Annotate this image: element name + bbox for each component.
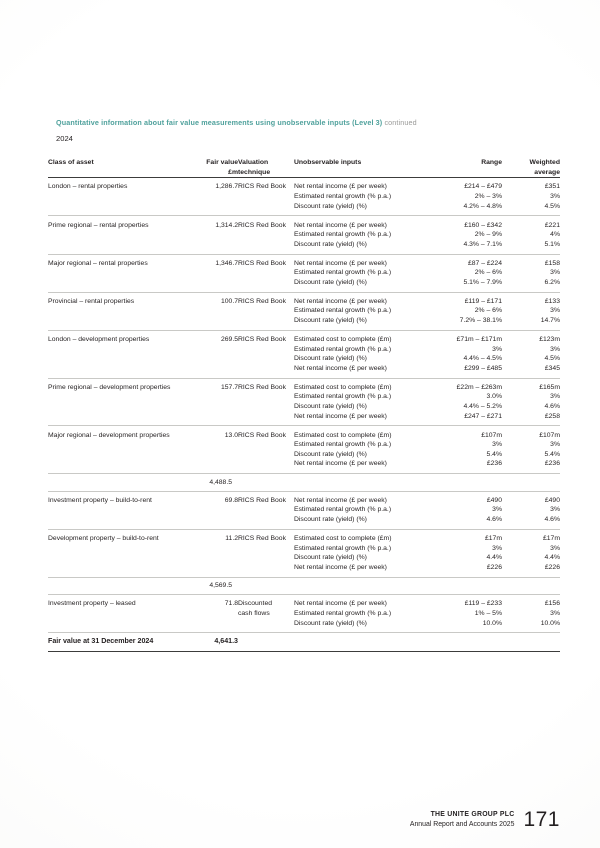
table-header (48, 158, 560, 178)
cell-range (434, 292, 502, 330)
cell-line: 10.0% (540, 619, 560, 627)
cell-line: RICS Red Book (238, 221, 286, 229)
cell-line: Net rental income (£ per week) (294, 460, 387, 468)
cell-line: £133 (544, 297, 560, 305)
col-header-range: Range (434, 158, 502, 178)
cell-line: Discount rate (yield) (%) (294, 278, 367, 286)
cell-line: Estimated rental growth (% p.a.) (294, 441, 392, 449)
cell-class-of-asset: Prime regional – rental properties (48, 216, 190, 254)
section-heading-main: Quantitative information about fair value measurements using unobservable inputs (Level 3) (56, 118, 383, 127)
cell-total-value: 4,641.3 (190, 633, 238, 652)
table-row (48, 330, 560, 378)
cell-fair-value: 69.8 (190, 491, 238, 529)
cell-line: £158 (544, 259, 560, 267)
cell-total-label: Fair value at 31 December 2024 (48, 633, 190, 652)
cell-line: 4.5% (544, 202, 560, 210)
cell-class-of-asset: Investment property – build-to-rent (48, 491, 190, 529)
cell-line: RICS Red Book (238, 496, 286, 504)
cell-weighted-average (502, 595, 560, 633)
cell-line: 2% – 6% (474, 307, 502, 315)
cell-line: 4.4% – 4.5% (463, 355, 502, 363)
cell-line: £107m (539, 431, 560, 439)
table-row (48, 595, 560, 633)
cell-fair-value: 1,286.7 (190, 178, 238, 216)
cell-line: 14.7% (540, 317, 560, 325)
cell-fair-value: 11.2 (190, 529, 238, 577)
cell-line: 3% (550, 307, 560, 315)
col-header-fair-value-line2: £m (228, 168, 238, 176)
cell-line: Estimated cost to complete (£m) (294, 383, 392, 391)
cell-class-of-asset: Prime regional – development properties (48, 378, 190, 426)
cell-empty (434, 474, 502, 492)
cell-range (434, 216, 502, 254)
col-header-fair-value-line1: Fair value (206, 159, 238, 166)
cell-line: RICS Red Book (238, 534, 286, 542)
cell-line: Discount rate (yield) (%) (294, 317, 367, 325)
cell-line: Estimated rental growth (% p.a.) (294, 307, 392, 315)
cell-unobservable-inputs (294, 529, 434, 577)
cell-weighted-average (502, 378, 560, 426)
page-content (48, 118, 560, 652)
col-header-valuation-line1: Valuation (238, 159, 269, 166)
table-body (48, 178, 560, 652)
cell-line: RICS Red Book (238, 336, 286, 343)
cell-line: RICS Red Book (238, 383, 286, 391)
cell-line: 1% – 5% (474, 609, 502, 617)
cell-weighted-average (502, 292, 560, 330)
cell-fair-value: 13.0 (190, 426, 238, 474)
cell-weighted-average (502, 330, 560, 378)
cell-line: £214 – £479 (464, 183, 502, 191)
cell-line: Net rental income (£ per week) (294, 259, 387, 267)
cell-line: 7.2% – 38.1% (459, 317, 502, 325)
cell-empty (434, 633, 502, 652)
cell-line: 3% (492, 506, 502, 514)
cell-line: 3% (550, 269, 560, 277)
table-row (48, 426, 560, 474)
cell-line: Discount rate (yield) (%) (294, 450, 367, 458)
fair-value-table (48, 158, 560, 652)
cell-line: £107m (481, 431, 502, 439)
cell-line: 10.0% (482, 619, 502, 627)
table-subtotal-row (48, 577, 560, 595)
cell-line: Net rental income (£ per week) (294, 496, 387, 504)
cell-line: Estimated cost to complete (£m) (294, 336, 392, 343)
cell-range (434, 426, 502, 474)
cell-class-of-asset: Major regional – rental properties (48, 254, 190, 292)
col-header-valuation-technique (238, 158, 294, 178)
cell-valuation-technique (238, 216, 294, 254)
year-label: 2024 (56, 134, 73, 143)
cell-empty (238, 474, 294, 492)
cell-line: 2% – 6% (474, 269, 502, 277)
cell-line: RICS Red Book (238, 431, 286, 439)
cell-line: 5.1% (544, 240, 560, 248)
cell-line: 3% (550, 393, 560, 401)
cell-line: Estimated rental growth (% p.a.) (294, 544, 392, 552)
col-header-weighted-line1: Weighted (529, 159, 560, 166)
cell-weighted-average (502, 178, 560, 216)
footer-text-block (410, 809, 515, 830)
cell-line: Estimated rental growth (% p.a.) (294, 345, 392, 353)
cell-line: £299 – £485 (464, 364, 502, 372)
cell-line: Net rental income (£ per week) (294, 563, 387, 571)
cell-line: £221 (544, 221, 560, 229)
cell-valuation-technique (238, 426, 294, 474)
cell-valuation-technique (238, 491, 294, 529)
cell-line: £490 (486, 496, 502, 504)
cell-unobservable-inputs (294, 254, 434, 292)
cell-unobservable-inputs (294, 378, 434, 426)
section-heading (56, 118, 560, 128)
cell-line: £160 – £342 (464, 221, 502, 229)
cell-valuation-technique (238, 254, 294, 292)
table-row (48, 529, 560, 577)
cell-weighted-average (502, 426, 560, 474)
cell-line: Discount rate (yield) (%) (294, 619, 367, 627)
cell-unobservable-inputs (294, 178, 434, 216)
cell-range (434, 330, 502, 378)
cell-line: 4% (550, 231, 560, 239)
page-footer (410, 809, 560, 830)
col-header-fair-value (190, 158, 238, 178)
col-header-unobservable-inputs: Unobservable inputs (294, 158, 434, 178)
cell-fair-value: 100.7 (190, 292, 238, 330)
cell-line: Estimated rental growth (% p.a.) (294, 506, 392, 514)
cell-class-of-asset: London – development properties (48, 330, 190, 378)
cell-empty (238, 577, 294, 595)
cell-subtotal-value: 4,569.5 (190, 577, 238, 595)
cell-line: Estimated cost to complete (£m) (294, 534, 392, 542)
cell-unobservable-inputs (294, 292, 434, 330)
footer-report-title: Annual Report and Accounts 2025 (409, 821, 515, 828)
cell-line: RICS Red Book (238, 183, 286, 191)
cell-line: Estimated rental growth (% p.a.) (294, 269, 392, 277)
cell-line: £236 (544, 460, 560, 468)
cell-line: £71m – £171m (456, 336, 502, 343)
cell-empty (238, 633, 294, 652)
cell-fair-value: 1,314.2 (190, 216, 238, 254)
cell-empty (294, 577, 434, 595)
cell-line: £258 (544, 412, 560, 420)
cell-line: £247 – £271 (464, 412, 502, 420)
cell-line: £226 (544, 563, 560, 571)
page-number: 171 (523, 808, 560, 831)
footer-company-name: THE UNITE GROUP PLC (430, 811, 515, 818)
cell-line: 2% – 9% (474, 231, 502, 239)
cell-line: 3% (492, 441, 502, 449)
cell-line: 3% (492, 345, 502, 353)
cell-class-of-asset: Development property – build-to-rent (48, 529, 190, 577)
cell-unobservable-inputs (294, 330, 434, 378)
cell-class-of-asset: Provincial – rental properties (48, 292, 190, 330)
cell-line: 3% (550, 544, 560, 552)
cell-line: cash flows (238, 609, 270, 617)
cell-range (434, 491, 502, 529)
cell-line: 3.0% (486, 393, 502, 401)
cell-line: Discount rate (yield) (%) (294, 240, 367, 248)
cell-valuation-technique (238, 529, 294, 577)
table-header-row (48, 158, 560, 178)
cell-empty (502, 633, 560, 652)
cell-line: £119 – £171 (464, 297, 502, 305)
cell-line: £22m – £263m (456, 383, 502, 391)
cell-line: Estimated rental growth (% p.a.) (294, 393, 392, 401)
cell-line: £345 (544, 364, 560, 372)
cell-weighted-average (502, 216, 560, 254)
cell-unobservable-inputs (294, 491, 434, 529)
cell-line: Estimated rental growth (% p.a.) (294, 231, 392, 239)
cell-line: £17m (484, 534, 502, 542)
cell-line: Discount rate (yield) (%) (294, 202, 367, 210)
cell-line: 5.4% (486, 450, 502, 458)
col-header-weighted-line2: average (534, 168, 560, 176)
cell-line: Net rental income (£ per week) (294, 364, 387, 372)
cell-unobservable-inputs (294, 216, 434, 254)
cell-line: Net rental income (£ per week) (294, 297, 387, 305)
cell-unobservable-inputs (294, 595, 434, 633)
table-subtotal-row (48, 474, 560, 492)
cell-line: 3% (550, 192, 560, 200)
cell-fair-value: 1,346.7 (190, 254, 238, 292)
cell-line: £119 – £233 (464, 600, 502, 608)
cell-line: 4.4% (486, 554, 502, 562)
cell-line: 3% (550, 609, 560, 617)
cell-line: 4.5% (544, 355, 560, 363)
cell-line: RICS Red Book (238, 259, 286, 267)
cell-line: Discount rate (yield) (%) (294, 402, 367, 410)
cell-line: £87 – £224 (467, 259, 502, 267)
cell-line: 3% (550, 345, 560, 353)
cell-subtotal-label (48, 474, 190, 492)
cell-line: 4.4% (544, 554, 560, 562)
cell-unobservable-inputs (294, 426, 434, 474)
cell-line: £226 (486, 563, 502, 571)
cell-line: Estimated cost to complete (£m) (294, 431, 392, 439)
cell-valuation-technique (238, 595, 294, 633)
cell-empty (294, 474, 434, 492)
cell-fair-value: 71.8 (190, 595, 238, 633)
cell-line: Net rental income (£ per week) (294, 221, 387, 229)
cell-line: 6.2% (544, 278, 560, 286)
cell-empty (294, 633, 434, 652)
cell-line: Estimated rental growth (% p.a.) (294, 609, 392, 617)
table-row (48, 216, 560, 254)
table-row (48, 292, 560, 330)
cell-valuation-technique (238, 378, 294, 426)
cell-weighted-average (502, 529, 560, 577)
cell-range (434, 595, 502, 633)
cell-line: £156 (544, 600, 560, 608)
cell-range (434, 178, 502, 216)
cell-fair-value: 269.5 (190, 330, 238, 378)
cell-line: £236 (486, 460, 502, 468)
cell-line: Discount rate (yield) (%) (294, 516, 367, 524)
cell-empty (502, 474, 560, 492)
cell-line: Net rental income (£ per week) (294, 600, 387, 608)
cell-range (434, 254, 502, 292)
table-row (48, 378, 560, 426)
cell-line: 4.6% (544, 402, 560, 410)
cell-line: 5.4% (544, 450, 560, 458)
cell-line: Discounted (238, 600, 273, 608)
cell-line: 3% (550, 441, 560, 449)
col-header-weighted-average (502, 158, 560, 178)
cell-line: 4.2% – 4.8% (463, 202, 502, 210)
cell-line: Net rental income (£ per week) (294, 412, 387, 420)
cell-line: RICS Red Book (238, 297, 286, 305)
cell-line: 3% (550, 506, 560, 514)
cell-line: £123m (539, 336, 560, 343)
cell-weighted-average (502, 491, 560, 529)
table-row (48, 491, 560, 529)
cell-fair-value: 157.7 (190, 378, 238, 426)
cell-line: 4.3% – 7.1% (463, 240, 502, 248)
cell-line: 3% (492, 544, 502, 552)
col-header-class-of-asset: Class of asset (48, 158, 190, 178)
cell-line: Discount rate (yield) (%) (294, 554, 367, 562)
cell-subtotal-value: 4,488.5 (190, 474, 238, 492)
cell-line: Net rental income (£ per week) (294, 183, 387, 191)
cell-line: 2% – 3% (474, 192, 502, 200)
col-header-valuation-line2: technique (238, 168, 271, 176)
table-row (48, 178, 560, 216)
cell-line: £17m (542, 534, 560, 542)
table-total-row (48, 633, 560, 652)
cell-valuation-technique (238, 292, 294, 330)
cell-line: 5.1% – 7.9% (463, 278, 502, 286)
cell-line: £490 (544, 496, 560, 504)
cell-line: Estimated rental growth (% p.a.) (294, 192, 392, 200)
cell-class-of-asset: London – rental properties (48, 178, 190, 216)
cell-subtotal-label (48, 577, 190, 595)
cell-line: 4.4% – 5.2% (463, 402, 502, 410)
cell-valuation-technique (238, 330, 294, 378)
cell-line: £165m (539, 383, 560, 391)
cell-line: Discount rate (yield) (%) (294, 355, 367, 363)
cell-line: 4.6% (486, 516, 502, 524)
cell-range (434, 378, 502, 426)
cell-weighted-average (502, 254, 560, 292)
section-heading-continued: continued (382, 118, 417, 127)
cell-range (434, 529, 502, 577)
cell-line: £351 (544, 183, 560, 191)
cell-empty (502, 577, 560, 595)
cell-line: 4.6% (544, 516, 560, 524)
table-row (48, 254, 560, 292)
cell-empty (434, 577, 502, 595)
cell-valuation-technique (238, 178, 294, 216)
cell-class-of-asset: Major regional – development properties (48, 426, 190, 474)
cell-class-of-asset: Investment property – leased (48, 595, 190, 633)
